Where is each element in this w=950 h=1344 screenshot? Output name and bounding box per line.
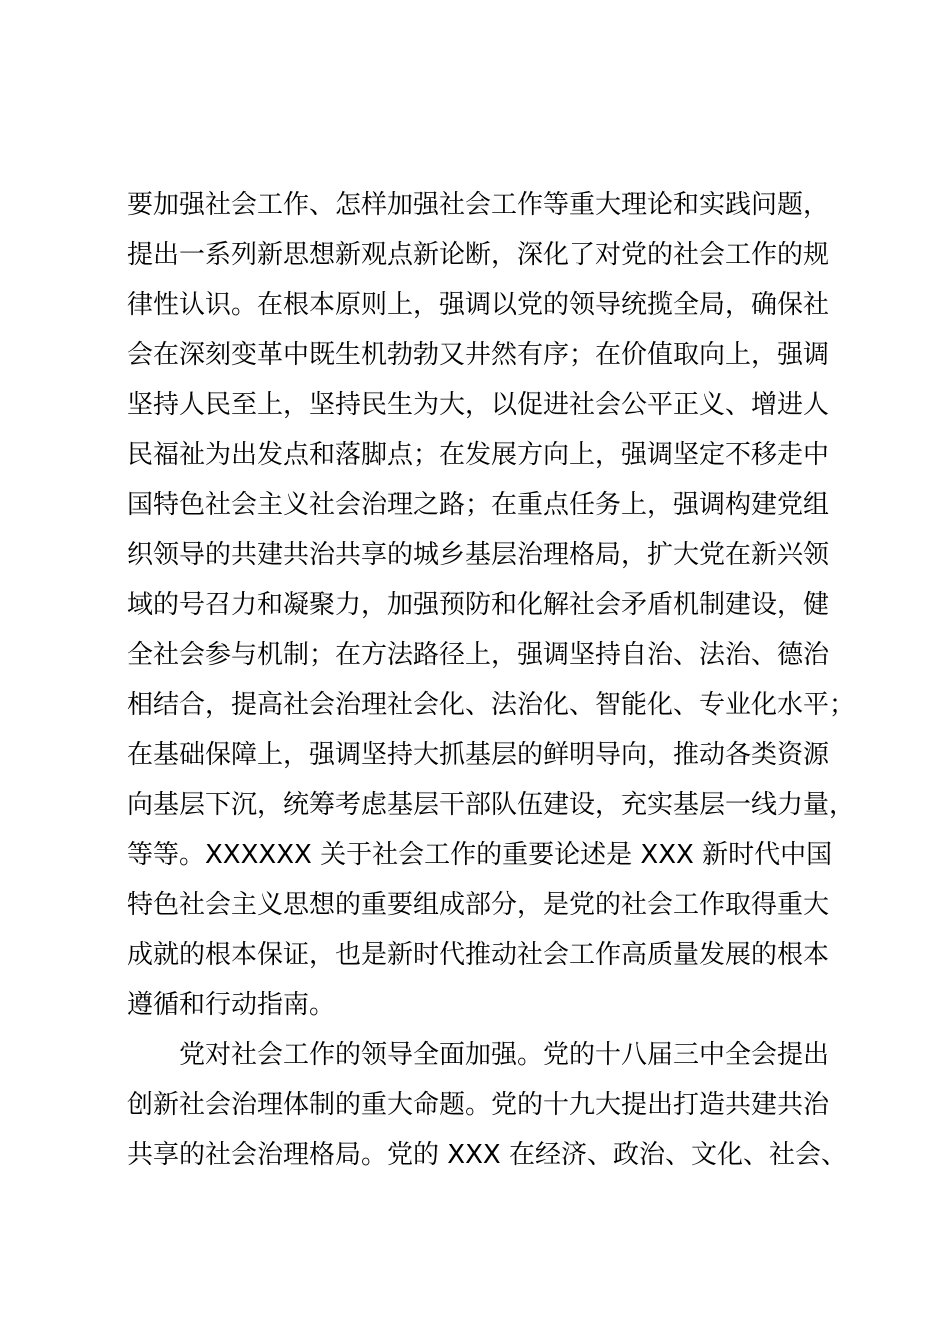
- text-line: 成就的根本保证，也是新时代推动社会工作高质量发展的根本: [127, 940, 830, 970]
- text-line: 坚持人民至上，坚持民生为大，以促进社会公平正义、增进人: [127, 390, 830, 420]
- text-line: 相结合，提高社会治理社会化、法治化、智能化、专业化水平；: [127, 690, 856, 720]
- text-line: 要加强社会工作、怎样加强社会工作等重大理论和实践问题，: [127, 190, 830, 220]
- text-line: 律性认识。在根本原则上，强调以党的领导统揽全局，确保社: [127, 290, 830, 320]
- text-line: 创新社会治理体制的重大命题。党的十九大提出打造共建共治: [127, 1090, 830, 1120]
- text-line: 特色社会主义思想的重要组成部分，是党的社会工作取得重大: [127, 890, 830, 920]
- text-line: 在基础保障上，强调坚持大抓基层的鲜明导向，推动各类资源: [127, 740, 830, 770]
- document-body: [127, 180, 856, 1180]
- text-line: 织领导的共建共治共享的城乡基层治理格局，扩大党在新兴领: [127, 540, 830, 570]
- text-line: 向基层下沉，统筹考虑基层干部队伍建设，充实基层一线力量，: [127, 790, 856, 820]
- paragraph-1: [127, 180, 856, 1030]
- text-line: 提出一系列新思想新观点新论断，深化了对党的社会工作的规: [127, 240, 830, 270]
- text-line: 民福祉为出发点和落脚点；在发展方向上，强调坚定不移走中: [127, 440, 830, 470]
- text-line: 共享的社会治理格局。党的 XXX 在经济、政治、文化、社会、: [127, 1140, 847, 1170]
- text-line: 党对社会工作的领导全面加强。党的十八届三中全会提出: [179, 1040, 830, 1070]
- text-line: 遵循和行动指南。: [127, 990, 336, 1020]
- text-line: 会在深刻变革中既生机勃勃又井然有序；在价值取向上，强调: [127, 340, 830, 370]
- text-line: 等等。XXXXXX 关于社会工作的重要论述是 XXX 新时代中国: [127, 840, 833, 870]
- paragraph-2: [127, 1030, 847, 1180]
- text-line: 域的号召力和凝聚力，加强预防和化解社会矛盾机制建设，健: [127, 590, 830, 620]
- text-line: 全社会参与机制；在方法路径上，强调坚持自治、法治、德治: [127, 640, 830, 670]
- text-line: 国特色社会主义社会治理之路；在重点任务上，强调构建党组: [127, 490, 830, 520]
